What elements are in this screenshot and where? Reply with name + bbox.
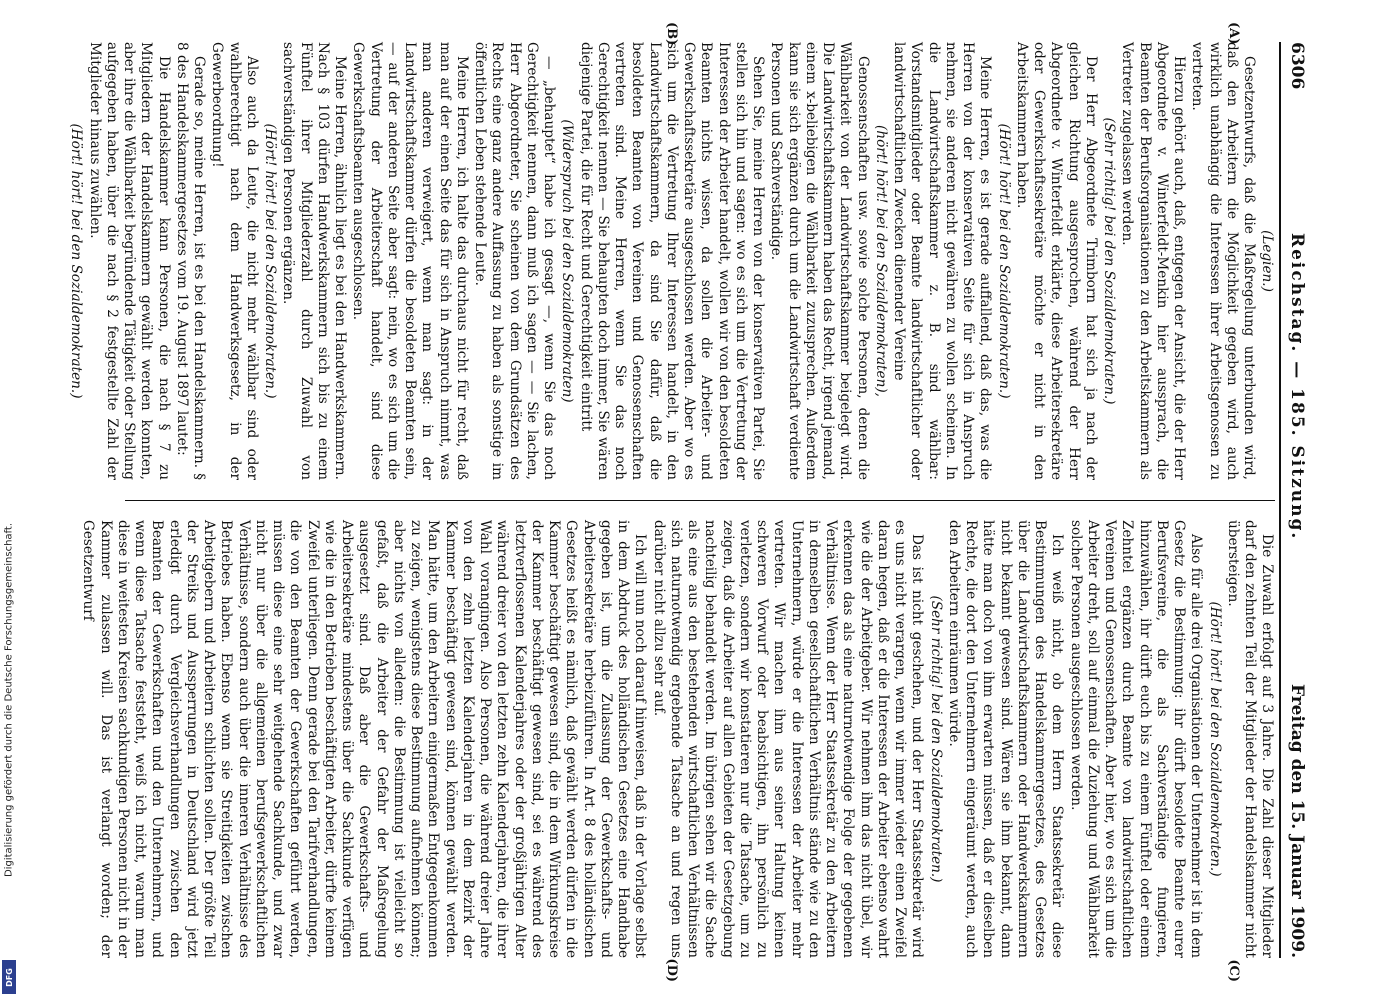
- paragraph: — „behauptet“ habe ich gesagt —, wenn Sie das noch Gerechtigkeit nennen, dann muß ich sagen — — Sie lachen, Herr Abgeordneter, Sie scheinen von dem Grundsätzen des Rechts eine ganz andere Auffassung zu haben als sonstige im öffentlichen Leben stehende Leute.: [472, 42, 558, 480]
- paragraph: Die Zuwahl erfolgt auf 3 Jahre. Die Zahl dieser Mitglieder darf den zehnten Teil der Mitglieder der Handelskammer nicht übersteigen.: [1224, 520, 1276, 958]
- scanned-page: [61, 20, 1321, 980]
- session-date: Freitag den 15. Januar 1909.: [1287, 683, 1307, 958]
- paragraph: Gerade so, meine Herren, ist es bei den Handelskammern. § 8 des Handelskammergesetzes vom 19. August 1897 lautet:: [173, 42, 208, 480]
- column-divider: [125, 500, 1275, 501]
- margin-marker-b: (B): [664, 22, 680, 46]
- paragraph: Hierzu gehört auch, daß, entgegen der Ansicht, die der Herr Abgeordnete v. Winterfeldt-Menkin hier aussprach, die Beamten der Berufsorganisationen zu den Arbeitskammern als Vertreter zugelassen werden.: [1119, 42, 1188, 480]
- digitization-note: [0, 0, 18, 1000]
- paragraph: (Legien.): [1259, 230, 1276, 292]
- text-columns: [68, 22, 1276, 982]
- paragraph: (Sehr richtig! bei den Sozialdemokraten.): [927, 595, 944, 883]
- paragraph: Also auch da Leute, die nicht mehr wählbar sind oder wahlberechtigt nach dem Handwerksgesetz, in der Gewerbeordnung!: [209, 42, 260, 480]
- paragraph: (Hört! hört! bei den Sozialdemokraten.): [68, 123, 85, 399]
- session-title: Reichstag. — 185. Sitzung.: [1287, 232, 1307, 541]
- paragraph: Also für alle drei Organisationen der Unternehmer ist in dem Gesetz die Bestimmung: ihr dürft besoldete Beamte eurer Berufsvereine, die als Sachverständige fungieren, hinzuwählen, ihr dürft euch bis zu einem Fünftel oder einem Zehntel ergänzen durch Beamte von landwirtschaftlichen Vereinen und Genossenschaften. Aber hier, wo es sich um die Arbeiter dreht, soll auf einmal die Zuziehung und Wählbarkeit solcher Personen ausgeschlossen werden.: [1067, 520, 1205, 958]
- paragraph: (Widerspruch bei den Sozialdemokraten): [559, 119, 576, 403]
- paragraph: Ich will nun noch darauf hinweisen, daß in der Vorlage selbst in dem Abdruck des holländischen Gesetzes eine Handhabe gegeben ist, um die Zulassung der Gewerkschafts- und Arbeitersekretäre herbeizuführen. In Art. 8 des holländischen Gesetzes heißt es nämlich, daß gewählt werden dürfen in die Kammer beschäftigt gewesen sind, die in dem Wirkungskreise der Kammer beschäftigt gewesen sind, sei es während des letztverflossenen Kalenderjahres oder der großjährigen Alter während dreier von den letzten zehn Kalenderjahren, die ihrer Wahl vorangingen. Also Personen, die während dreier Jahre von den zehn letzten Kalenderjahren in dem Bezirk der Kammer beschäftigt gewesen sind, können gewählt werden. Man hätte, um den Arbeitern einigermaßen Entgegenkommen zu zeigen, wenigstens diese Bestimmung aufnehmen können; aber nichts von alledem: die Bestimmung ist vielleicht so gefaßt, daß die Arbeiter der Gefahr der Maßregelung ausgesetzt sind. Daß aber die Gewerkschafts- und Arbeitersekretäre mindestens über die Sachkunde verfügen wie die in den Betrieben beschäftigten Arbeiter, dürfte keinem Zweifel unterliegen. Denn gerade bei den Tarifverhandlungen, die von den Beamten der Gewerkschaften geführt werden, müssen diese eine sehr weitgehende Sachkunde, und zwar nicht nur über die allgemeinen berufsgewerkschaftlichen Verhältnisse, sondern auch über die inneren Verhältnisse des Betriebes haben. Ebenso wenn sie Streitigkeiten zwischen Arbeitgebern und Arbeitern schlichten sollen. Der größte Teil der Streiks und Aussperrungen in Deutschland wird jetzt erledigt durch Vergleichsverhandlungen zwischen den Beamten der Gewerkschaften und den Unternehmern, und wenn diese Tatsache feststeht, weiß ich nicht, warum man diese in weitesten Kreisen sachkundigen Personen nicht in der Kammer zulassen will. Das ist verlangt worden; der Gesetzentwurf: [80, 520, 649, 958]
- margin-marker-c: (C): [1226, 959, 1242, 982]
- page-header: [1279, 42, 1307, 958]
- margin-marker-d: (D): [664, 958, 680, 982]
- dfg-logo: DFG: [2, 960, 16, 994]
- paragraph: Das ist nicht geschehen, und der Herr Staatssekretär wird es uns nicht verargen, wenn wir immer wieder einen Zweifel daran hegen, daß er die Interessen der Arbeiter ebenso wahrt wie die der Arbeitgeber. Wir nehmen ihm das nicht übel, wir erkennen das als eine naturnotwendige Folge der gegebenen Verhältnisse. Wenn der Herr Staatssekretär zu den Arbeitern in demselben gesellschaftlichen Verhältnis stände wie zu den Unternehmern, würde er die Interessen der Arbeiter mehr vertreten. Wir machen ihm aus seiner Haltung keinen schweren Vorwurf oder beabsichtigen, ihn persönlich zu verletzen, sondern wir konstatieren nur die Tatsache, um zu zeigen, daß die Arbeiter auf allen Gebieten der Gesetzgebung nachteilig behandelt werden. Im übrigen sehen wir die Sache als eine aus den bestehenden wirtschaftlichen Verhältnissen sich naturnotwendig ergebende Tatsache an und regen uns darüber nicht allzu sehr auf.: [650, 520, 926, 958]
- right-column: [80, 520, 1276, 982]
- paragraph: Meine Herren, es ist gerade auffallend, daß das, was die Herren von der konservativen Seite für sich in Anspruch nehmen, sie anderen nicht gewähren zu wollen scheinen. In die Landwirtschaftskammer z. B. sind wählbar: Vorstandsmitglieder oder Beamte landwirtschaftlicher oder landwirtschaftlichen Zwecken dienender Vereine: [891, 42, 994, 480]
- paragraph: Genossenschaften usw. sowie solche Personen, denen die Wählbarkeit von der Landwirtschaftskammer beigelegt wird. Die Landwirtschaftskammern haben das Recht, irgend jemand, einem x-beliebigen die Wählbarkeit zuzusprechen. Außerdem kann sie sich ergänzen durch um die Landwirtschaft verdiente Personen und Sachverständige.: [768, 42, 871, 480]
- paragraph: Sehen Sie, meine Herren von der konservativen Partei, Sie stellen sich hin und sagen: wo es sich um die Vertretung der Interessen der Arbeiter handelt, wollen wir von den besoldeten Beamten nichts wissen, da sollen die Arbeiter- und Gewerkschaftssekretäre ausgeschlossen werden. Aber wo es sich um die Vertretung Ihrer Interessen handelt, in den Landwirtschaftskammern, da sind Sie dafür, daß die besoldeten Beamten von Vereinen und Genossenschaften vertreten sind. Meine Herren, wenn Sie das noch Gerechtigkeit nennen — Sie behaupten doch immer, Sie wären diejenige Partei, die für Recht und Gerechtigkeit eintritt: [577, 42, 767, 480]
- left-column: [68, 22, 1276, 480]
- paragraph: Gesetzentwurfs, daß die Maßregelung unterbunden wird, daß den Arbeitern die Möglichkeit gegeben wird, auch wirklich unabhängig die Interessen ihrer Arbeitsgenossen zu vertreten.: [1189, 42, 1258, 480]
- paragraph: Ich weiß nicht, ob dem Herrn Staatssekretär diese Bestimmungen des Handelskammergesetzes, des Gesetzes über die Landwirtschaftskammern oder Handwerkskammern nicht bekannt gewesen sind. Wären sie ihm bekannt, dann hätte man doch von ihm erwarten müssen, daß er dieselben Rechte, die dort den Unternehmern eingeräumt werden, auch den Arbeitern einräumen würde.: [945, 520, 1066, 958]
- paragraph: Der Herr Abgeordnete Trimborn hat sich ja nach der gleichen Richtung ausgesprochen, während der Herr Abgeordnete v. Winterfeldt erklärte, diese Arbeitersekretäre oder Gewerkschaftssekretäre möchte er nicht in den Arbeitskammern haben.: [1013, 42, 1099, 480]
- funding-note: Digitalisierung gefördert durch die Deutsche Forschungsgemeinschaft.: [3, 522, 15, 878]
- paragraph: Die Handelskammer kann Personen, die nach § 7 zu Mitgliedern der Handelskammern gewählt werden konnten, aber ihre die Wählbarkeit begründende Tätigkeit oder Stellung aufgegeben haben, über die nach § 2 festgestellte Zahl der Mitglieder hinaus zuwählen.: [86, 42, 172, 480]
- paragraph: (Hört! hört! bei den Sozialdemokraten.): [262, 123, 279, 399]
- paragraph: (Sehr richtig! bei den Sozialdemokraten.): [1101, 117, 1118, 405]
- paragraph: Meine Herren, ähnlich liegt es bei den Handwerkskammern. Nach § 103 dürfen Handwerkskammern sich bis zu einem Fünftel ihrer Mitgliederzahl durch Zuwahl von sachverständigen Personen ergänzen.: [280, 42, 349, 480]
- paragraph: (Hört! hört! bei den Sozialdemokraten.): [1206, 601, 1223, 877]
- page-number: 6306: [1287, 42, 1307, 90]
- paragraph: Meine Herren, ich halte das durchaus nicht für recht, daß man auf der einen Seite das für sich in Anspruch nimmt, was man anderen verweigert, wenn man sagt: in der Landwirtschaftskammer dürfen die besoldeten Beamten sein, — auf der anderen Seite aber sagt: nein, wo es sich um die Vertretung der Arbeiterschaft handelt, sind diese Gewerkschaftsbeamten ausgeschlossen.: [350, 42, 470, 480]
- margin-marker-a: (A): [1226, 22, 1242, 45]
- paragraph: (Hört! hört! bei den Sozialdemokraten.): [995, 123, 1012, 399]
- paragraph: (hört! hört! bei den Sozialdemokraten),: [872, 125, 889, 397]
